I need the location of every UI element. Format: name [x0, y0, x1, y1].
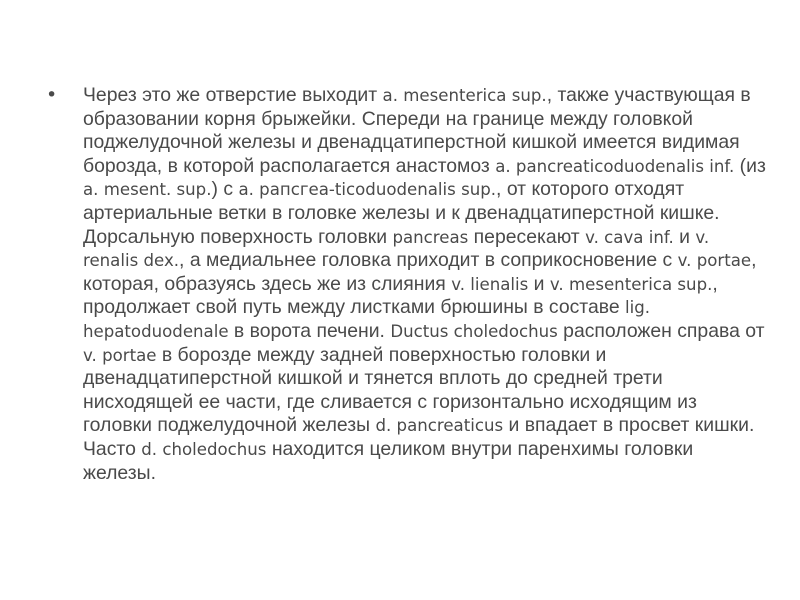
text-segment: ) с: [211, 178, 239, 201]
bullet-list: [46, 84, 766, 485]
text-segment: в ворота печени.: [228, 319, 391, 342]
latin-term: v. renalis dex.: [83, 227, 710, 271]
latin-term: d. pancreaticus: [375, 416, 504, 436]
latin-term: v. portae: [677, 251, 752, 271]
bullet-dot: •: [46, 84, 58, 106]
bullet-item: [46, 84, 766, 485]
text-segment: и: [528, 272, 550, 295]
text-segment: расположен справа от: [557, 319, 765, 342]
latin-term: v. portae: [83, 345, 157, 365]
paragraph-text: [83, 84, 766, 484]
latin-term: a. pancreaticoduodenalis inf.: [495, 156, 735, 176]
latin-term: Ductus choledochus: [390, 321, 558, 341]
latin-term: lig. hepatoduodenale: [83, 298, 651, 341]
text-segment: и впадает в просвет кишки. Часто: [83, 414, 755, 460]
latin-term: v. lienalis: [451, 274, 529, 294]
text-segment: пересекают: [468, 225, 586, 248]
latin-term: pancreas: [392, 227, 469, 247]
text-segment: , которая, образуясь здесь же из слияния: [83, 249, 757, 295]
latin-term: d. choledochus: [141, 439, 267, 459]
text-segment: , продолжает свой путь между листками брюшины в составе: [83, 272, 718, 319]
text-segment: , от которого отходят артериальные ветки в головке железы и к двенадцатиперстной кишке. Дорсальную поверхность головки: [83, 178, 720, 248]
text-segment: , также участвующая в образовании корня брыжейки. Спереди на границе между головкой поджелудочной железы и двенадцатиперстной кишкой имеется видимая борозда, в которой располагается анастомоз: [83, 84, 751, 177]
text-segment: и: [673, 225, 696, 248]
latin-term: a. mesenterica sup.: [382, 86, 547, 105]
text-segment: находится целиком внутри паренхимы головки железы.: [83, 437, 694, 484]
latin-term: v. cava inf.: [585, 227, 674, 247]
latin-term: a. рапсгеа-ticoduodenalis sup.: [238, 180, 497, 200]
latin-term: v. mesenterica sup.: [549, 274, 713, 294]
text-segment: Через это же отверстие выходит: [83, 84, 383, 106]
text-segment: в борозде между задней поверхностью головки и двенадцатиперстной кишкой и тянется вплоть до средней трети нисходящей ее части, где сливается с горизонтально исходящим из головки поджелудочной железы: [83, 343, 697, 437]
latin-term: a. mesent. sup.: [83, 180, 212, 200]
text-segment: (из: [734, 154, 766, 177]
text-segment: , а медиальнее головка приходит в соприкосновение с: [179, 249, 678, 272]
